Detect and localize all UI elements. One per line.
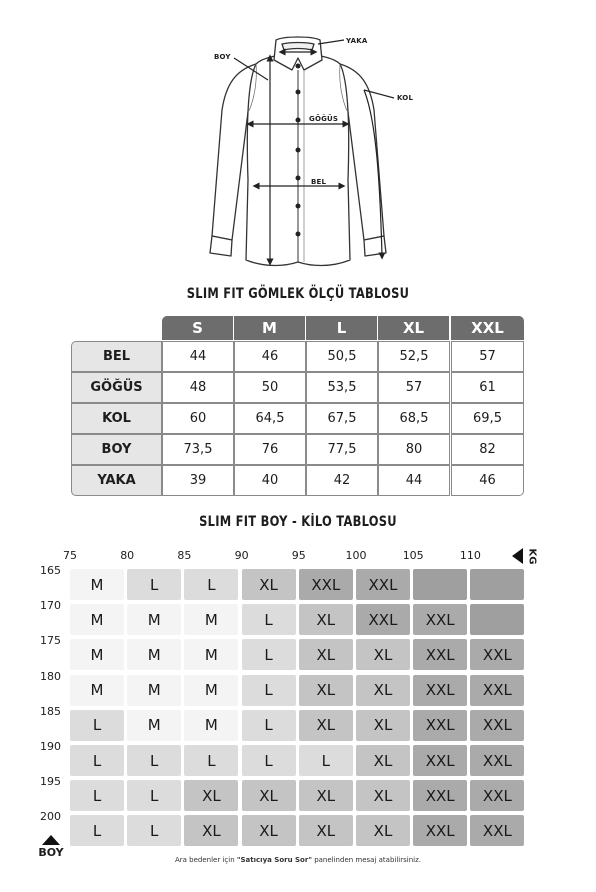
size-value-cell: 67,5 (306, 403, 378, 434)
shirt-diagram (0, 0, 596, 285)
size-value-cell: 50 (234, 372, 306, 403)
kg-tick-label: 75 (63, 549, 77, 562)
size-grid-cell: L (184, 569, 238, 600)
size-grid-cell: L (127, 745, 181, 776)
size-grid-cell: M (70, 675, 124, 706)
height-tick-label: 180 (40, 669, 61, 683)
size-grid-cell: XL (356, 639, 410, 670)
size-grid-cell: L (242, 675, 296, 706)
size-grid-cell (470, 604, 524, 635)
kg-tick-label: 105 (402, 549, 424, 562)
measure-label: BEL (71, 341, 162, 372)
size-grid-cell: XXL (299, 569, 353, 600)
size-value-cell: 40 (234, 465, 306, 496)
height-tick-label: 170 (40, 599, 61, 613)
size-grid-cell (413, 569, 467, 600)
size-grid-cell: XL (184, 815, 238, 846)
size-grid-cell: XL (299, 639, 353, 670)
height-tick-label: 195 (40, 775, 61, 789)
size-header: S (162, 316, 234, 340)
footnote-before: Ara bedenler için (174, 856, 237, 864)
size-grid-cell: XXL (356, 604, 410, 635)
size-value-cell: 42 (306, 465, 378, 496)
diagram-label-kol: KOL (397, 94, 414, 102)
size-grid-cell: M (184, 604, 238, 635)
size-grid-cell: L (242, 710, 296, 741)
size-grid-cell: XXL (413, 780, 467, 811)
size-value-cell: 73,5 (162, 434, 234, 465)
size-grid-cell: L (242, 745, 296, 776)
size-grid-cell: XXL (413, 675, 467, 706)
size-grid-cell: XL (299, 780, 353, 811)
height-tick-label: 190 (40, 740, 61, 753)
measure-label: KOL (71, 403, 162, 434)
size-header: L (306, 316, 378, 340)
diagram-label-gogus: GÖĞÜS (309, 115, 339, 123)
size-grid-cell: XXL (470, 780, 524, 811)
size-grid-cell: M (70, 604, 124, 635)
measure-label: YAKA (71, 465, 162, 496)
kg-tick-label: 95 (291, 549, 306, 562)
kg-axis-label (512, 548, 540, 564)
diagram-label-yaka: YAKA (346, 37, 368, 45)
size-grid-cell: L (184, 745, 238, 776)
height-tick-label: 185 (40, 704, 61, 718)
size-header: XXL (451, 316, 524, 340)
up-triangle-icon (42, 835, 60, 845)
size-value-cell: 46 (451, 465, 524, 496)
size-grid-cell: XL (299, 604, 353, 635)
kg-tick-label: 110 (459, 549, 481, 562)
size-grid-cell: XL (356, 710, 410, 741)
size-value-cell: 46 (234, 341, 306, 372)
diagram-label-bel: BEL (311, 178, 327, 186)
size-grid-cell: XXL (413, 639, 467, 670)
size-grid-cell: L (299, 745, 353, 776)
size-grid-cell: XXL (470, 815, 524, 846)
size-grid-cell: XXL (470, 639, 524, 670)
size-table-title: SLIM FIT GÖMLEK ÖLÇÜ TABLOSU (186, 286, 410, 302)
size-grid-cell: L (70, 745, 124, 776)
size-grid-cell: L (242, 604, 296, 635)
size-grid-cell: XL (242, 815, 296, 846)
height-tick-label: 175 (40, 634, 61, 648)
size-grid-cell: M (127, 639, 181, 670)
size-grid-cell: XL (242, 569, 296, 600)
size-grid-cell: L (70, 710, 124, 741)
size-grid-cell: M (127, 604, 181, 635)
size-value-cell: 53,5 (306, 372, 378, 403)
boy-kilo-title: SLIM FIT BOY - KİLO TABLOSU (199, 514, 397, 530)
size-grid-cell: L (127, 780, 181, 811)
size-grid-cell: M (184, 639, 238, 670)
size-value-cell: 82 (451, 434, 524, 465)
size-grid-cell: XXL (413, 604, 467, 635)
size-header: M (234, 316, 306, 340)
footnote (0, 856, 596, 864)
left-triangle-icon (512, 548, 523, 564)
size-grid-cell: XXL (413, 815, 467, 846)
size-grid-cell: XXL (470, 710, 524, 741)
size-value-cell: 61 (451, 372, 524, 403)
size-value-cell: 50,5 (306, 341, 378, 372)
size-value-cell: 76 (234, 434, 306, 465)
size-grid-cell: L (242, 639, 296, 670)
size-value-cell: 60 (162, 403, 234, 434)
size-value-cell: 52,5 (378, 341, 450, 372)
footnote-bold: "Satıcıya Soru Sor" (236, 856, 312, 864)
size-grid-cell: XXL (470, 675, 524, 706)
footnote-after: panelinden mesaj atabilirsiniz. (311, 856, 421, 864)
size-grid-cell: L (127, 569, 181, 600)
measure-label: BOY (71, 434, 162, 465)
size-grid-cell: XXL (356, 569, 410, 600)
kg-tick-label: 100 (345, 549, 367, 562)
size-grid-cell: L (70, 780, 124, 811)
size-grid-cell: XXL (413, 745, 467, 776)
size-grid-cell: M (70, 639, 124, 670)
height-tick-label: 165 (40, 564, 61, 577)
size-value-cell: 57 (451, 341, 524, 372)
diagram-label-boy: BOY (214, 53, 231, 61)
size-grid-cell: M (127, 710, 181, 741)
size-grid-cell: M (184, 675, 238, 706)
kg-tick-label: 85 (177, 549, 192, 562)
size-value-cell: 44 (378, 465, 450, 496)
size-value-cell: 57 (378, 372, 450, 403)
boy-label: BOY (38, 846, 64, 859)
size-grid-cell: M (127, 675, 181, 706)
size-grid-cell: M (70, 569, 124, 600)
size-value-cell: 80 (378, 434, 450, 465)
size-grid-cell: XL (299, 710, 353, 741)
size-grid-cell (470, 569, 524, 600)
kg-tick-label: 90 (234, 549, 249, 562)
height-tick-label: 200 (40, 810, 61, 824)
size-grid-cell: XL (356, 675, 410, 706)
size-grid-cell: XL (184, 780, 238, 811)
size-grid-cell: L (127, 815, 181, 846)
size-value-cell: 39 (162, 465, 234, 496)
size-grid-cell: XXL (470, 745, 524, 776)
size-grid-cell: M (184, 710, 238, 741)
size-grid-cell: XL (356, 780, 410, 811)
size-grid-cell: L (70, 815, 124, 846)
size-grid-cell: XL (299, 675, 353, 706)
size-value-cell: 64,5 (234, 403, 306, 434)
size-value-cell: 77,5 (306, 434, 378, 465)
size-grid-cell: XL (356, 745, 410, 776)
size-grid-cell: XL (356, 815, 410, 846)
size-value-cell: 68,5 (378, 403, 450, 434)
size-grid-cell: XL (242, 780, 296, 811)
kg-label: KG (526, 548, 538, 564)
measure-label: GÖĞÜS (71, 372, 162, 403)
size-value-cell: 44 (162, 341, 234, 372)
size-header: XL (378, 316, 450, 340)
size-value-cell: 69,5 (451, 403, 524, 434)
kg-tick-label: 80 (120, 549, 135, 562)
size-value-cell: 48 (162, 372, 234, 403)
size-grid-cell: XL (299, 815, 353, 846)
size-grid-cell: XXL (413, 710, 467, 741)
